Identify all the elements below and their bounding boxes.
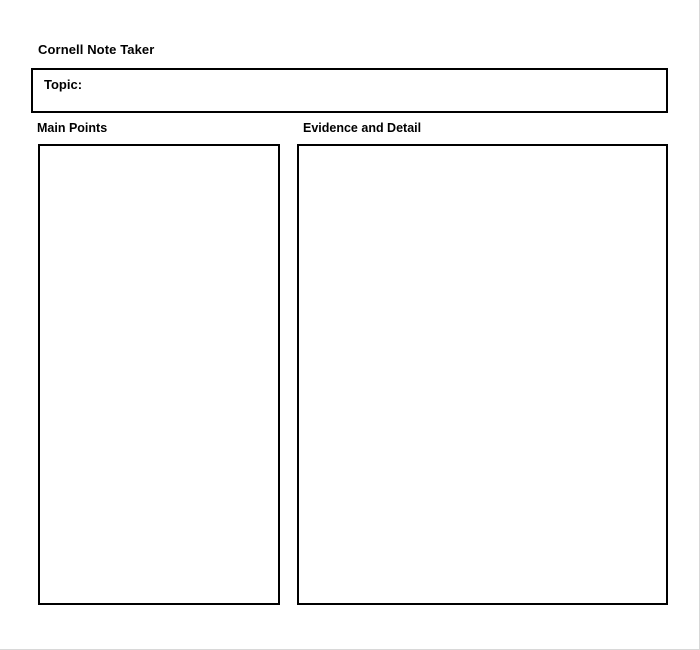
topic-box[interactable] bbox=[31, 68, 668, 113]
topic-input[interactable] bbox=[101, 75, 656, 105]
main-points-textarea[interactable] bbox=[40, 146, 278, 603]
evidence-and-detail-box[interactable] bbox=[297, 144, 668, 605]
evidence-and-detail-textarea[interactable] bbox=[299, 146, 666, 603]
topic-label: Topic: bbox=[44, 77, 83, 92]
evidence-and-detail-header: Evidence and Detail bbox=[303, 121, 422, 135]
page-title: Cornell Note Taker bbox=[38, 42, 155, 57]
main-points-header: Main Points bbox=[37, 121, 108, 135]
main-points-box[interactable] bbox=[38, 144, 280, 605]
